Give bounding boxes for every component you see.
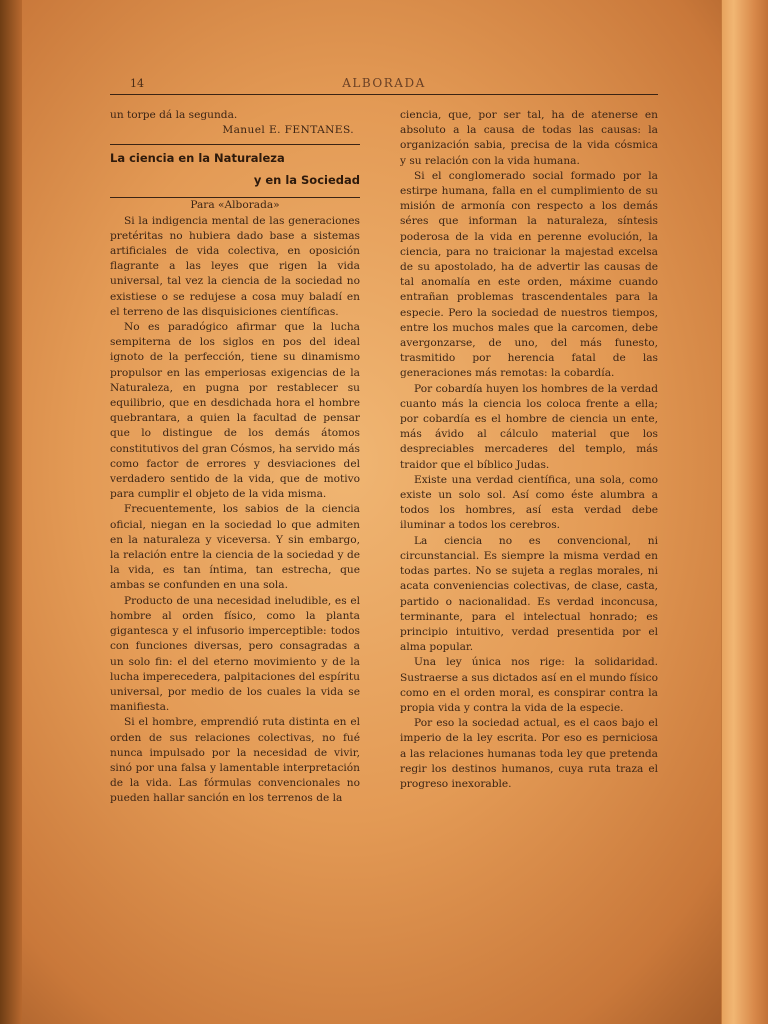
dedication: Para «Alborada» [190,199,280,212]
body-paragraph: Producto de una necesidad ineludible, es el hombre al orden físico, como la planta gigantesca y el infusorio imperceptible: todos con funciones diversas, pero consagradas a un solo fin: el del eterno movimiento y de la lucha imperecedera, palpitaciones del espíritu universal, por medio de los cuales la vida se manifiesta. [110,594,360,714]
body-paragraph: Por eso la sociedad actual, es el caos bajo el imperio de la ley escrita. Por eso es perniciosa a las relaciones humanas toda ley que pretenda regir los destinos humanos, cuya ruta traza el progreso inexorable. [400,717,658,790]
binding-shadow [0,0,22,1024]
body-paragraph: Frecuentemente, los sabios de la ciencia oficial, niegan en la sociedad lo que admiten en la naturaleza y viceversa. Y sin embargo, la relación entre la ciencia de la sociedad y de la vida, es tan íntima, tan estrecha, que ambas se confunden en una sola. [110,503,360,592]
body-paragraph: ciencia, que, por ser tal, ha de atenerse en absoluto a la causa de todas las causas: la organización sabia, precisa de la vida cósmica y su relación con la vida humana. [400,109,658,167]
body-paragraph: Si la indigencia mental de las generaciones pretéritas no hubiera dado base a sistemas artificiales de vida colectiva, en oposición flagrante a las leyes que rigen la vida universal, tal vez la ciencia de la sociedad no existiese o se redujese a cosa muy baladí en el terreno de las disquisiciones científicas. [110,214,360,318]
author-signature: Manuel E. FENTANES. [222,124,354,137]
right-column [400,108,658,792]
magazine-page [22,0,722,1024]
page-edge [721,0,768,1024]
body-paragraph: Existe una verdad científica, una sola, como existe un solo sol. Así como éste alumbra a todos los hombres, así esta verdad debe iluminar a todos los cerebros. [400,473,658,532]
divider-rule [110,144,360,145]
body-paragraph: Por cobardía huyen los hombres de la verdad cuanto más la ciencia los coloca frente a ella; por cobardía es el hombre de ciencia un ente, más ávido al cálculo material que los despreciables mercaderes del templo, más traidor que el bíblico Judas. [400,382,658,471]
left-column [110,108,360,807]
article-title-line-2: y en la Sociedad [253,173,360,188]
body-paragraph: La ciencia no es convencional, ni circunstancial. Es siempre la misma verdad en todas partes. No se sujeta a reglas morales, ni acata conveniencias colectivas, de clase, casta, partido o nacionalidad. Es verdad inconcusa, terminante, para el intelectual honrado; es principio intuitivo, verdad presentida por el alma popular. [400,534,658,654]
running-title: ALBORADA [342,76,426,90]
body-paragraph: Si el conglomerado social formado por la estirpe humana, falla en el cumplimiento de su misión de armonía con respecto a los demás séres que informan la naturaleza, síntesis poderosa de la vida en perenne evolución, la ciencia, para no traicionar la majestad excelsa de su apostolado, ha de advertir las causas de tal anomalía en este orden, máxime cuando entrañan problemas trascendentales para la especie. Pero la sociedad de nuestros tiempos, entre los muchos males que la carcomen, debe avergonzarse, de uno, del más funesto, trasmitido por herencia fatal de las generaciones más remotas: la cobardía. [400,169,658,380]
article-title [110,147,360,191]
body-paragraph: No es paradógico afirmar que la lucha sempiterna de los siglos en pos del ideal ignoto de la perfección, tiene su dinamismo propulsor en las emperiosas exigencias de la Naturaleza, en pugna por restablecer su equilibrio, que en desdichada hora el hombre quebrantara, a quien la facultad de pensar que lo distingue de los demás átomos constitutivos del gran Cósmos, ha servido más como factor de errores y desviaciones del verdadero sentido de la vida, que de motivo para cumplir el objeto de la vida misma. [110,321,360,501]
body-paragraph: Una ley única nos rige: la solidaridad. Sustraerse a sus dictados así en el mundo físico como en el orden moral, es conspirar contra la propia vida y contra la vida de la especie. [400,656,658,714]
previous-article-closing: un torpe dá la segunda. [110,109,238,121]
article-title-line-1: La ciencia en la Naturaleza [110,151,285,166]
page-number: 14 [130,77,144,90]
page-header [110,76,658,95]
body-paragraph: Si el hombre, emprendió ruta distinta en el orden de sus relaciones colectivas, no fué nunca impulsado por la necesidad de vivir, sinó por una falsa y lamentable interpretación de la vida. Las fórmulas convencionales no pueden hallar sanción en los terrenos de la [110,716,360,805]
